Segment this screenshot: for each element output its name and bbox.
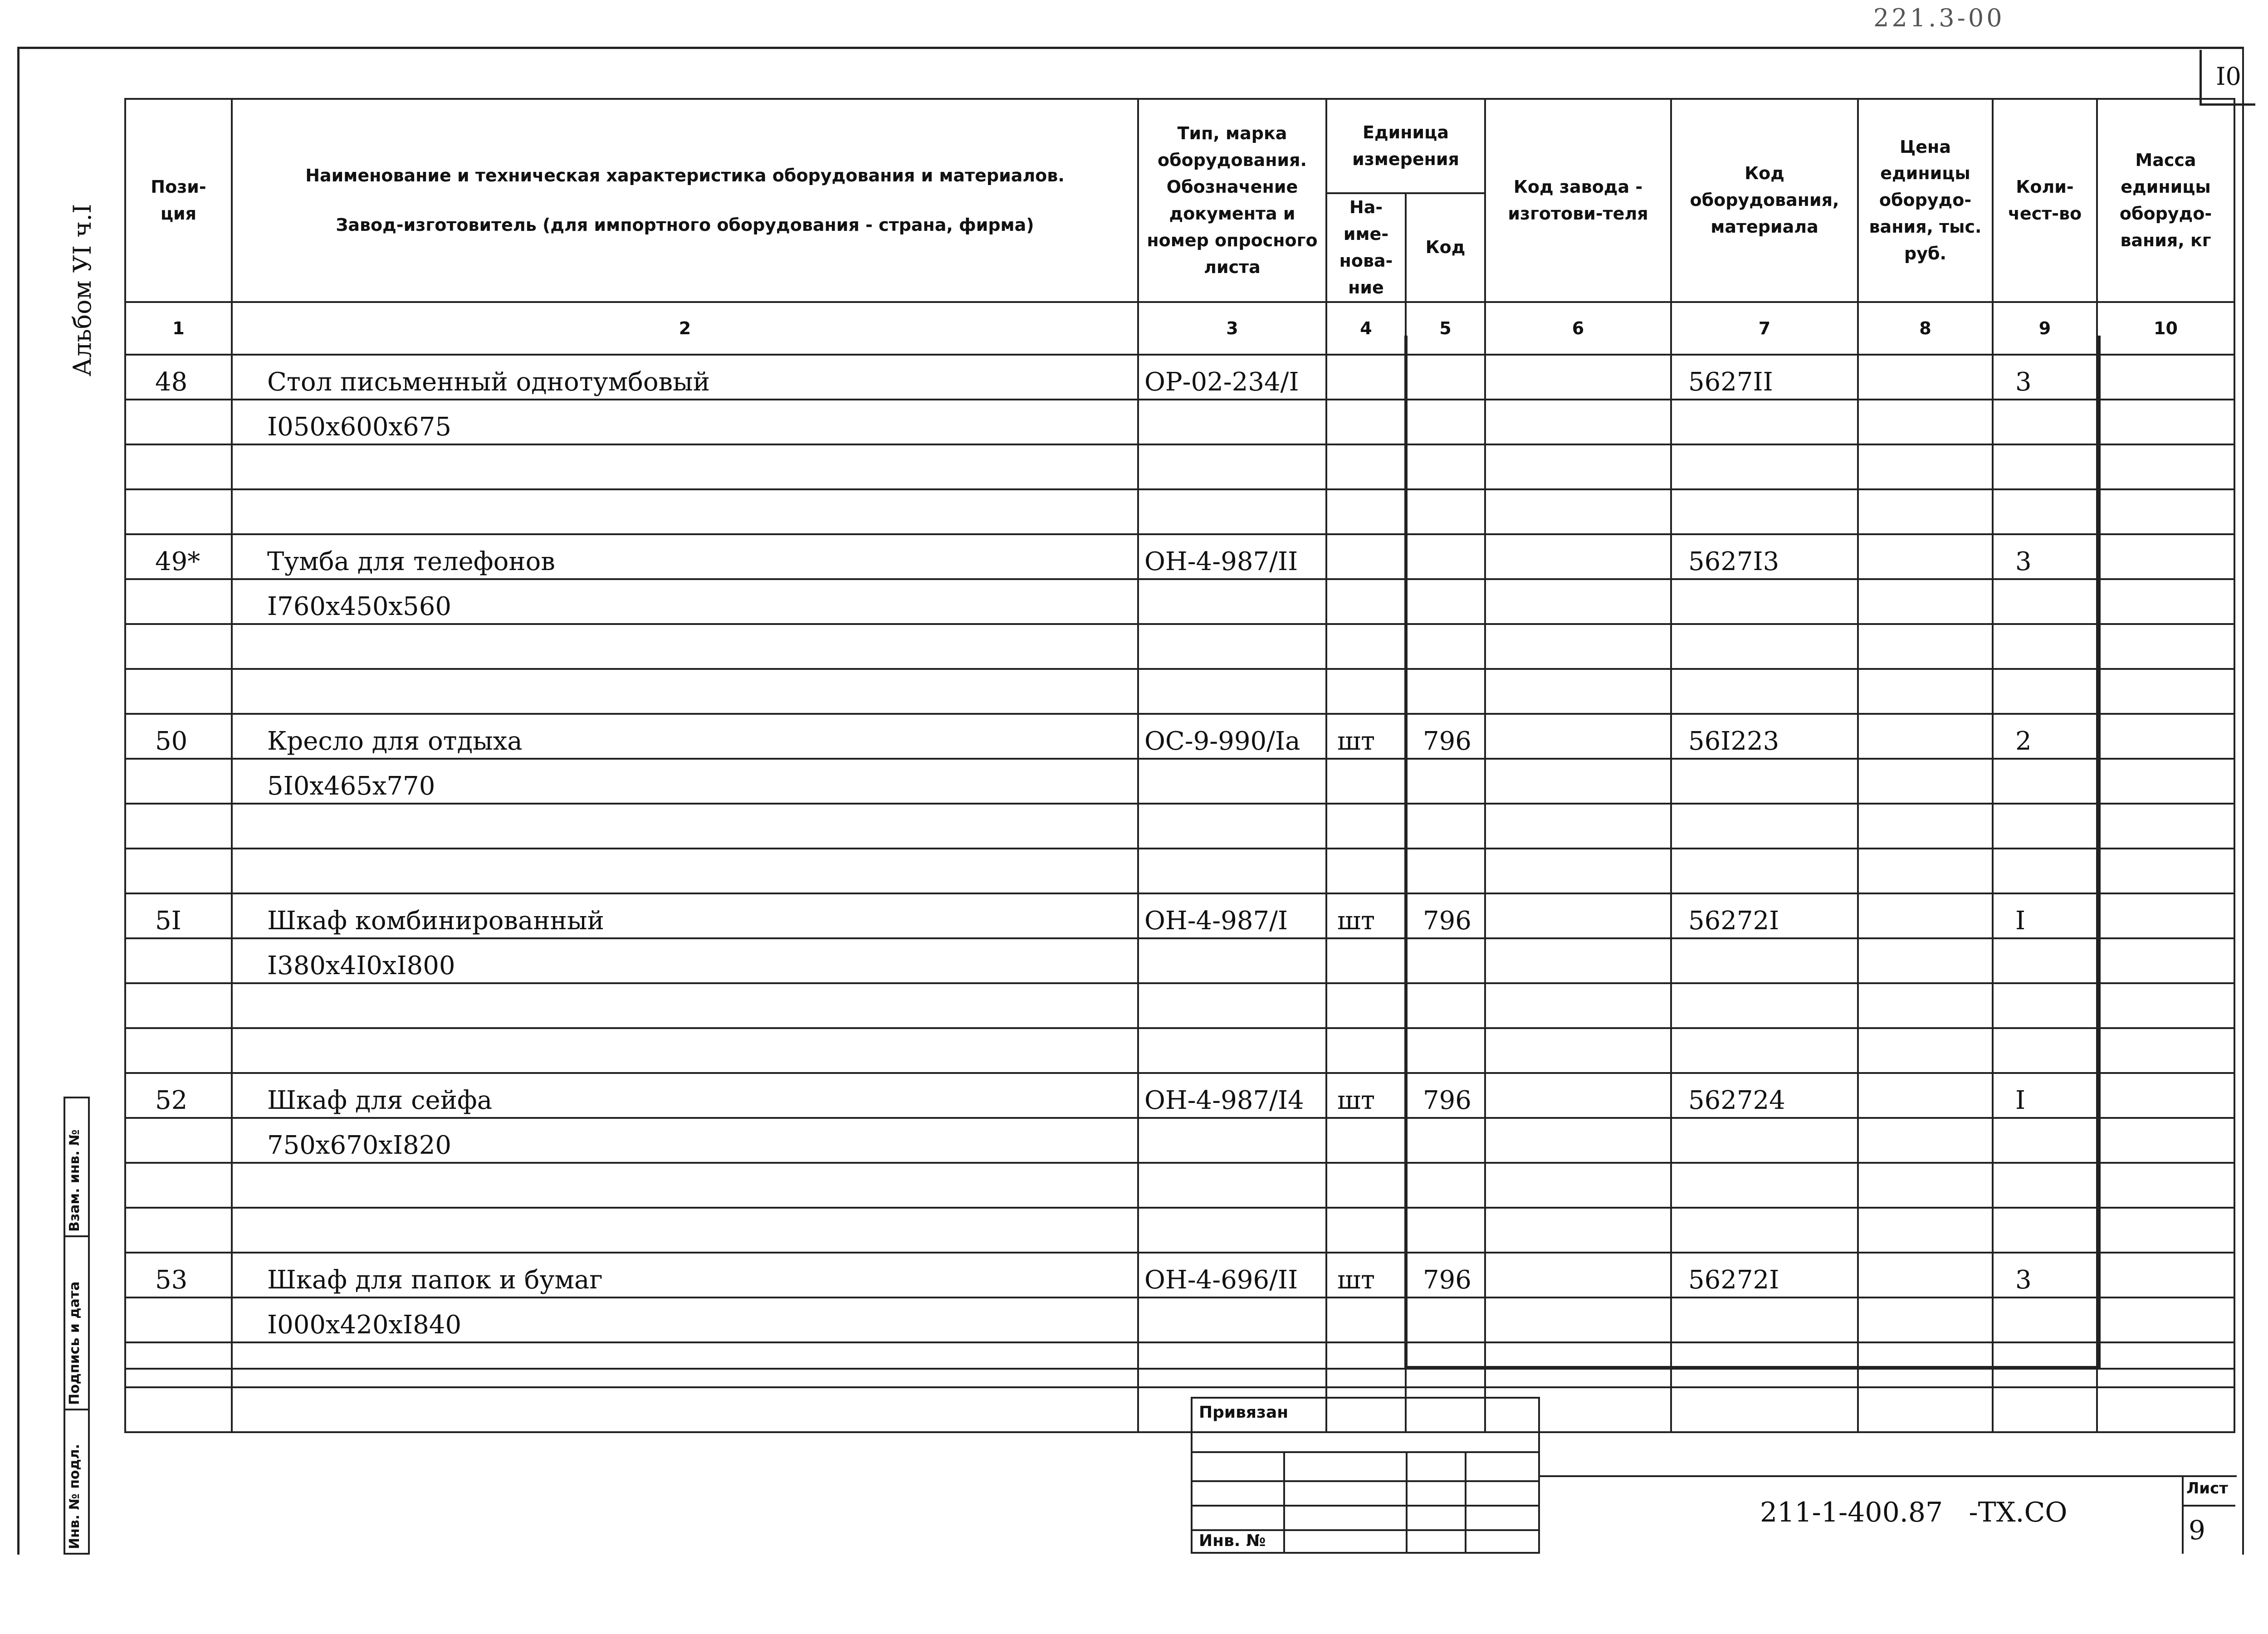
- table-cell: [1138, 1028, 1326, 1073]
- column-number: 4: [1326, 302, 1406, 355]
- stamp-strip: [64, 1097, 126, 1555]
- table-cell: [1858, 669, 1993, 714]
- item-subrow: [125, 489, 2234, 534]
- item-subrow: [125, 624, 2234, 669]
- cell-qty: 3: [1993, 1253, 2097, 1297]
- item-subrow: [125, 849, 2234, 893]
- table-cell: [2097, 1208, 2234, 1253]
- cell-type: ОН-4-987/II: [1138, 534, 1326, 579]
- column-number: 9: [1993, 302, 2097, 355]
- column-number: 3: [1138, 302, 1326, 355]
- table-cell: [1138, 400, 1326, 444]
- thick-divider: [1404, 336, 1408, 1370]
- table-cell: [1671, 400, 1858, 444]
- header-price: Цена единицы оборудо-вания, тыс. руб.: [1858, 99, 1993, 302]
- table-cell: [232, 669, 1138, 714]
- table-cell: [1406, 938, 1485, 983]
- table-cell: [1858, 1163, 1993, 1208]
- cell-type: ОС-9-990/Iа: [1138, 714, 1326, 759]
- table-cell: [1485, 624, 1671, 669]
- item-subrow: [125, 1208, 2234, 1253]
- table-cell: [1858, 759, 1993, 804]
- table-cell: [1138, 1297, 1326, 1342]
- cell-qty: I: [1993, 893, 2097, 938]
- cell-code: 796: [1406, 1073, 1485, 1118]
- cell-pos: 50: [125, 714, 232, 759]
- item-subrow: [125, 579, 2234, 624]
- table-cell: [1993, 1163, 2097, 1208]
- cell-name: Кресло для отдыха: [232, 714, 1138, 759]
- table-cell: [2097, 893, 2234, 938]
- stamp-cell: Инв. № подл.: [64, 1409, 90, 1555]
- table-cell: [1326, 579, 1406, 624]
- table-cell: [1485, 714, 1671, 759]
- table-cell: [1671, 669, 1858, 714]
- header-name-line2: Завод-изготовитель (для импортного оборудования - страна, фирма): [336, 215, 1034, 235]
- item-subrow: [125, 444, 2234, 489]
- sheet-label: Лист: [2186, 1479, 2228, 1497]
- table-cell: [1671, 444, 1858, 489]
- item-row: [125, 714, 2234, 759]
- table-cell: [1485, 1163, 1671, 1208]
- table-cell: [125, 938, 232, 983]
- column-number: 2: [232, 302, 1138, 355]
- table-cell: [1326, 400, 1406, 444]
- table-cell: [232, 849, 1138, 893]
- table-cell: [1406, 579, 1485, 624]
- grid-line: [1193, 1529, 1538, 1531]
- table-cell: [1993, 1118, 2097, 1163]
- table-cell: [2097, 534, 2234, 579]
- table-cell: [1858, 579, 1993, 624]
- grid-line: [1193, 1451, 1538, 1453]
- table-cell: [1858, 983, 1993, 1028]
- cell-code: 796: [1406, 893, 1485, 938]
- table-cell: [1326, 669, 1406, 714]
- table-cell: [1326, 624, 1406, 669]
- table-cell: [1485, 759, 1671, 804]
- header-equipment-code: Код оборудования, материала: [1671, 99, 1858, 302]
- table-cell: [1993, 804, 2097, 849]
- table-cell: [125, 489, 232, 534]
- cell-type: ОР-02-234/I: [1138, 355, 1326, 400]
- table-cell: [1858, 714, 1993, 759]
- item-subrow: [125, 1118, 2234, 1163]
- table-cell: [1858, 534, 1993, 579]
- table-cell: [1406, 849, 1485, 893]
- table-cell: [1671, 1208, 1858, 1253]
- table-cell: [1671, 1297, 1858, 1342]
- item-subrow: [125, 1028, 2234, 1073]
- table-cell: [125, 759, 232, 804]
- table-cell: [1671, 624, 1858, 669]
- table-cell: [1326, 983, 1406, 1028]
- table-cell: [1406, 400, 1485, 444]
- column-number: 1: [125, 302, 232, 355]
- cell-equip-code: 56I223: [1671, 714, 1858, 759]
- table-cell: [1138, 579, 1326, 624]
- header-type: Тип, марка оборудования. Обозначение документа и номер опросного листа: [1138, 99, 1326, 302]
- table-cell: [2097, 1163, 2234, 1208]
- sheet-number: 9: [2189, 1515, 2205, 1546]
- grid-line: [1193, 1505, 1538, 1507]
- table-cell: [125, 983, 232, 1028]
- table-cell: [2097, 489, 2234, 534]
- table-cell: [232, 804, 1138, 849]
- table-cell: [1138, 1163, 1326, 1208]
- item-subrow: [125, 938, 2234, 983]
- table-cell: [1485, 579, 1671, 624]
- table-cell: [2097, 938, 2234, 983]
- header-position: Пози- ция: [125, 99, 232, 302]
- table-cell: [1138, 489, 1326, 534]
- table-cell: [1858, 938, 1993, 983]
- table-cell: [1485, 1028, 1671, 1073]
- table-cell: [2097, 1073, 2234, 1118]
- item-subrow: [125, 669, 2234, 714]
- column-number: 6: [1485, 302, 1671, 355]
- document-code: 211-1-400.87 -ТХ.СО: [1760, 1497, 2068, 1528]
- grid-line: [1465, 1453, 1466, 1552]
- cell-equip-code: 562724: [1671, 1073, 1858, 1118]
- table-cell: [1485, 444, 1671, 489]
- table-cell: [232, 624, 1138, 669]
- table-cell: [232, 1163, 1138, 1208]
- table-cell: [232, 983, 1138, 1028]
- grid-line: [1406, 1453, 1408, 1552]
- cell-qty: 3: [1993, 355, 2097, 400]
- table-cell: [1138, 849, 1326, 893]
- table-cell: [1406, 1118, 1485, 1163]
- cell-pos: 49*: [125, 534, 232, 579]
- table-cell: [1406, 1163, 1485, 1208]
- table-cell: [1138, 1118, 1326, 1163]
- table-cell: [1326, 444, 1406, 489]
- table-cell: [1326, 1297, 1406, 1342]
- table-cell: [2097, 849, 2234, 893]
- table-cell: [125, 579, 232, 624]
- table-cell: [1993, 444, 2097, 489]
- table-cell: [1138, 624, 1326, 669]
- table-cell: [2097, 355, 2234, 400]
- table-cell: [1485, 1297, 1671, 1342]
- table-cell: [1406, 759, 1485, 804]
- header-unit-name: На-име-нова-ние: [1326, 193, 1406, 302]
- table-cell: [2097, 714, 2234, 759]
- table-cell: [2097, 1118, 2234, 1163]
- table-cell: [2097, 579, 2234, 624]
- cell-code: [1406, 355, 1485, 400]
- table-cell: [1485, 804, 1671, 849]
- table-cell: [1138, 804, 1326, 849]
- inv-number-label: Инв. №: [1199, 1532, 1266, 1550]
- header-factory-code: Код завода - изготови-теля: [1485, 99, 1671, 302]
- cell-qty: 2: [1993, 714, 2097, 759]
- cell-qty: I: [1993, 1073, 2097, 1118]
- table-cell: [1138, 444, 1326, 489]
- privyazan-label: Привязан: [1199, 1403, 1289, 1422]
- table-cell: [1671, 1163, 1858, 1208]
- table-cell: [1485, 849, 1671, 893]
- equipment-specification-table: [124, 98, 2235, 1433]
- table-cell: [125, 624, 232, 669]
- table-cell: [1993, 489, 2097, 534]
- cell-unit: [1326, 534, 1406, 579]
- table-cell: [125, 849, 232, 893]
- cell-name: Стол письменный однотумбовый: [232, 355, 1138, 400]
- table-cell: [125, 1118, 232, 1163]
- table-cell: [1485, 1118, 1671, 1163]
- cell-pos: 48: [125, 355, 232, 400]
- header-unit-group: Единица измерения: [1326, 99, 1485, 193]
- table-cell: [1326, 849, 1406, 893]
- table-cell: [1993, 1208, 2097, 1253]
- table-cell: [1671, 983, 1858, 1028]
- table-cell: [1326, 759, 1406, 804]
- table-cell: [125, 1028, 232, 1073]
- item-row: [125, 893, 2234, 938]
- table-cell: [1326, 1118, 1406, 1163]
- table-cell: [2097, 804, 2234, 849]
- cell-pos: 53: [125, 1253, 232, 1297]
- cell-equip-code: 5627II: [1671, 355, 1858, 400]
- column-number: 10: [2097, 302, 2234, 355]
- grid-line: [1193, 1480, 1538, 1482]
- column-numbers-row: [125, 302, 2234, 355]
- table-cell: [1406, 1028, 1485, 1073]
- table-cell: [1993, 400, 2097, 444]
- header-quantity: Коли-чест-во: [1993, 99, 2097, 302]
- header-unit-code: Код: [1406, 193, 1485, 302]
- cell-unit: шт: [1326, 1253, 1406, 1297]
- sheet-number-top: I0: [2200, 50, 2255, 106]
- table-cell: [1993, 759, 2097, 804]
- table-body: [125, 355, 2234, 1432]
- cell-equip-code: 5627I3: [1671, 534, 1858, 579]
- item-row: [125, 534, 2234, 579]
- table-cell: [1671, 938, 1858, 983]
- table-cell: [232, 489, 1138, 534]
- cell-type: ОН-4-696/II: [1138, 1253, 1326, 1297]
- sheet-divider: [2182, 1505, 2235, 1507]
- cell-dims: 750x670xI820: [232, 1118, 1138, 1163]
- column-number: 5: [1406, 302, 1485, 355]
- table-cell: [1858, 849, 1993, 893]
- cell-dims: I050x600x675: [232, 400, 1138, 444]
- table-cell: [232, 444, 1138, 489]
- table-cell: [2097, 400, 2234, 444]
- column-number: 7: [1671, 302, 1858, 355]
- item-row: [125, 355, 2234, 400]
- table-cell: [125, 1297, 232, 1342]
- table-cell: [1858, 1208, 1993, 1253]
- item-subrow: [125, 983, 2234, 1028]
- table-cell: [1326, 1163, 1406, 1208]
- table-cell: [1671, 579, 1858, 624]
- table-cell: [1485, 534, 1671, 579]
- cell-dims: 5I0x465x770: [232, 759, 1138, 804]
- cell-pos: 52: [125, 1073, 232, 1118]
- table-cell: [1138, 759, 1326, 804]
- table-cell: [125, 804, 232, 849]
- cell-unit: шт: [1326, 893, 1406, 938]
- header-mass: Масса единицы оборудо-вания, кг: [2097, 99, 2234, 302]
- stamp-cell: Взам. инв. №: [64, 1097, 90, 1237]
- cell-equip-code: 56272I: [1671, 1253, 1858, 1297]
- table-cell: [1671, 759, 1858, 804]
- grid-line: [1283, 1453, 1285, 1552]
- item-subrow: [125, 400, 2234, 444]
- table-cell: [1485, 355, 1671, 400]
- table-cell: [1326, 1028, 1406, 1073]
- table-cell: [1993, 983, 2097, 1028]
- table-cell: [232, 1208, 1138, 1253]
- cell-equip-code: 56272I: [1671, 893, 1858, 938]
- top-document-code: 221.3-00: [1873, 4, 2005, 32]
- table-cell: [1858, 804, 1993, 849]
- table-cell: [125, 669, 232, 714]
- table-cell: [2097, 624, 2234, 669]
- item-subrow: [125, 1163, 2234, 1208]
- table-cell: [125, 400, 232, 444]
- table-cell: [1406, 624, 1485, 669]
- cell-pos: 5I: [125, 893, 232, 938]
- table-cell: [1671, 1118, 1858, 1163]
- table-cell: [1485, 1073, 1671, 1118]
- table-cell: [1993, 579, 2097, 624]
- table-cell: [1858, 355, 1993, 400]
- table-cell: [1485, 1253, 1671, 1297]
- table-cell: [1138, 983, 1326, 1028]
- cell-unit: шт: [1326, 714, 1406, 759]
- table-cell: [2097, 1297, 2234, 1342]
- cell-code: 796: [1406, 714, 1485, 759]
- table-cell: [1485, 938, 1671, 983]
- table-cell: [1858, 1118, 1993, 1163]
- table-cell: [2097, 983, 2234, 1028]
- table-cell: [125, 1208, 232, 1253]
- header-name-line1: Наименование и техническая характеристика оборудования и материалов.: [305, 165, 1065, 185]
- cell-dims: I760x450x560: [232, 579, 1138, 624]
- table-cell: [1671, 849, 1858, 893]
- table-cell: [1993, 669, 2097, 714]
- table-cell: [1326, 1208, 1406, 1253]
- cell-dims: I380x4I0xI800: [232, 938, 1138, 983]
- table-cell: [1993, 849, 2097, 893]
- table-cell: [2097, 1253, 2234, 1297]
- item-row: [125, 1073, 2234, 1118]
- table-cell: [1671, 804, 1858, 849]
- header-name: [232, 99, 1138, 302]
- item-subrow: [125, 759, 2234, 804]
- table-cell: [1485, 489, 1671, 534]
- table-cell: [1993, 624, 2097, 669]
- table-cell: [125, 1163, 232, 1208]
- table-cell: [1858, 1028, 1993, 1073]
- table-cell: [1406, 489, 1485, 534]
- table-cell: [125, 444, 232, 489]
- cell-name: Тумба для телефонов: [232, 534, 1138, 579]
- item-subrow: [125, 804, 2234, 849]
- table-cell: [1326, 938, 1406, 983]
- cell-unit: [1326, 355, 1406, 400]
- column-number: 8: [1858, 302, 1993, 355]
- table-cell: [1406, 1297, 1485, 1342]
- cell-type: ОН-4-987/I: [1138, 893, 1326, 938]
- table-cell: [1406, 669, 1485, 714]
- table-cell: [1993, 1028, 2097, 1073]
- table-cell: [2097, 669, 2234, 714]
- table-cell: [2097, 444, 2234, 489]
- table-cell: [1671, 489, 1858, 534]
- table-cell: [1993, 1297, 2097, 1342]
- table-cell: [1858, 1073, 1993, 1118]
- table-cell: [1406, 983, 1485, 1028]
- table-cell: [1993, 938, 2097, 983]
- table-cell: [1858, 1297, 1993, 1342]
- table-cell: [1858, 400, 1993, 444]
- table-cell: [1485, 983, 1671, 1028]
- item-row: [125, 1253, 2234, 1297]
- cell-name: Шкаф для папок и бумаг: [232, 1253, 1138, 1297]
- cell-qty: 3: [1993, 534, 2097, 579]
- table-cell: [1138, 1208, 1326, 1253]
- table-cell: [1858, 893, 1993, 938]
- cell-type: ОН-4-987/I4: [1138, 1073, 1326, 1118]
- item-subrow: [125, 1297, 2234, 1342]
- table-cell: [1326, 804, 1406, 849]
- table-cell: [1326, 489, 1406, 534]
- table-cell: [1858, 624, 1993, 669]
- table-cell: [1485, 1208, 1671, 1253]
- table-cell: [2097, 1028, 2234, 1073]
- table-cell: [1485, 400, 1671, 444]
- cell-unit: шт: [1326, 1073, 1406, 1118]
- table-cell: [1485, 669, 1671, 714]
- table-cell: [1858, 489, 1993, 534]
- cell-dims: I000x420xI840: [232, 1297, 1138, 1342]
- table-cell: [1858, 1253, 1993, 1297]
- table-cell: [1406, 804, 1485, 849]
- table-cell: [1406, 444, 1485, 489]
- privyazan-block: [1191, 1397, 1540, 1554]
- table-cell: [1671, 1028, 1858, 1073]
- cell-code: [1406, 534, 1485, 579]
- thick-divider: [2097, 336, 2101, 1370]
- album-label: Альбом УI ч.I: [68, 204, 97, 376]
- cell-name: Шкаф комбинированный: [232, 893, 1138, 938]
- table-cell: [1406, 1208, 1485, 1253]
- table-cell: [1485, 893, 1671, 938]
- table-cell: [1138, 669, 1326, 714]
- cell-code: 796: [1406, 1253, 1485, 1297]
- cell-name: Шкаф для сейфа: [232, 1073, 1138, 1118]
- stamp-cell: Подпись и дата: [64, 1235, 90, 1410]
- table-cell: [2097, 759, 2234, 804]
- table-cell: [1858, 444, 1993, 489]
- table-cell: [1138, 938, 1326, 983]
- table-cell: [232, 1028, 1138, 1073]
